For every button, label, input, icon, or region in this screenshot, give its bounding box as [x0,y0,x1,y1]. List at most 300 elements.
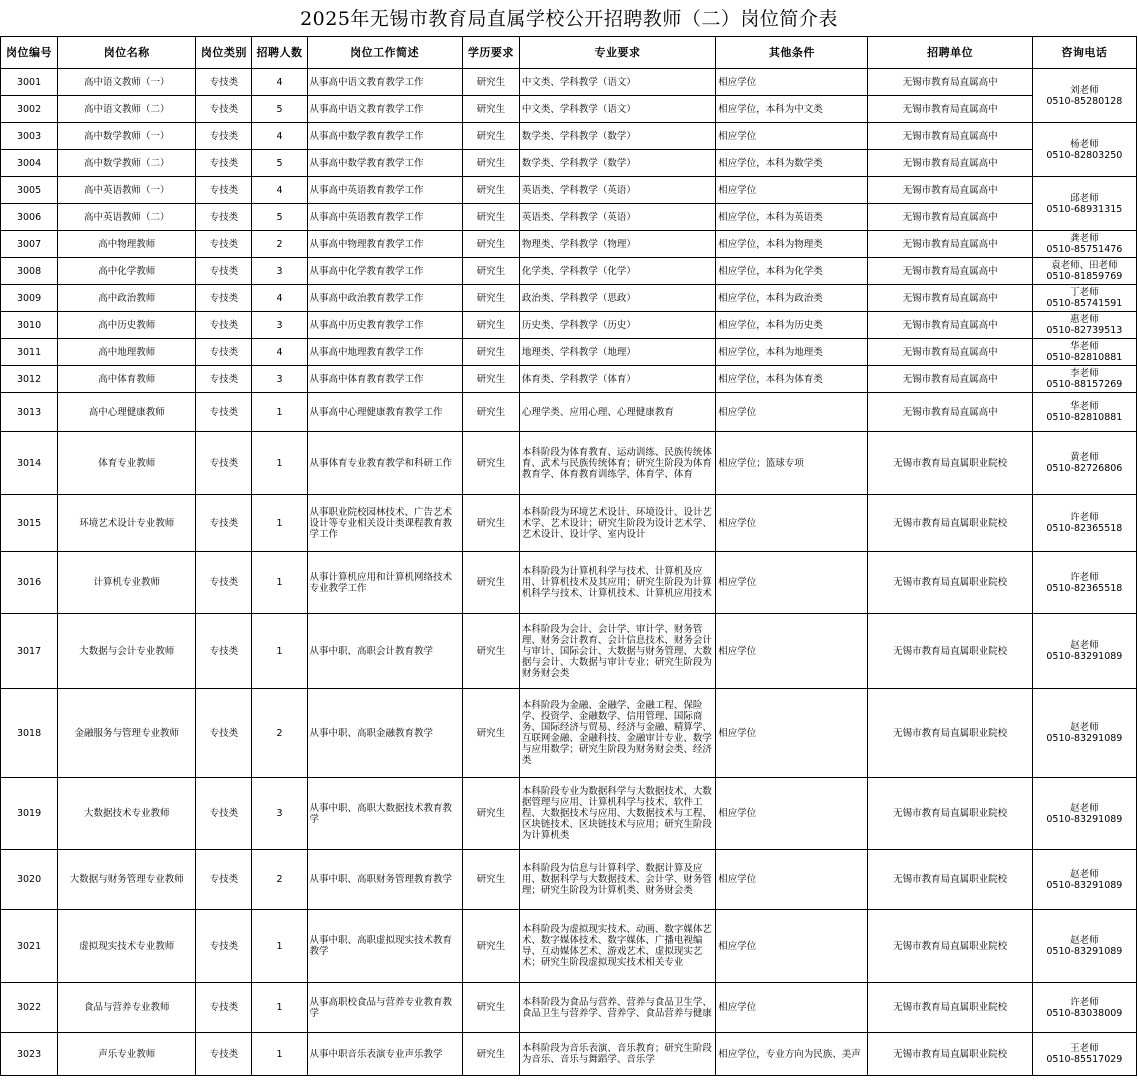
table-row [1,177,1137,204]
table-row [1,258,1137,285]
cell-category: 专技类 [196,366,252,393]
cell-unit: 无锡市教育局直属高中 [868,150,1032,177]
table-row [1,69,1137,96]
cell-id: 3013 [1,393,58,432]
table-row [1,778,1137,850]
cell-major: 英语类、学科教学（英语） [519,204,715,231]
cell-major: 数学类、学科教学（数学） [519,123,715,150]
cell-major: 中文类、学科教学（语文） [519,69,715,96]
contact-phone: 0510-83038009 [1046,1007,1123,1019]
cell-category: 专技类 [196,1033,252,1076]
cell-category: 专技类 [196,495,252,552]
contact-phone: 0510-83291089 [1046,733,1123,744]
cell-contact [1032,983,1136,1033]
cell-description: 从事高中数学教育教学工作 [307,150,462,177]
cell-contact [1032,495,1136,552]
cell-unit: 无锡市教育局直属高中 [868,258,1032,285]
cell-category: 专技类 [196,850,252,910]
cell-other: 相应学位 [716,552,868,614]
cell-unit: 无锡市教育局直属高中 [868,204,1032,231]
cell-count: 3 [252,312,307,339]
contact-phone: 0510-83291089 [1046,879,1123,891]
cell-id: 3004 [1,150,58,177]
cell-major: 体育类、学科教学（体育） [519,366,715,393]
cell-id: 3017 [1,614,58,689]
table-row [1,204,1137,231]
cell-major: 英语类、学科教学（英语） [519,177,715,204]
cell-description: 从事高中语文教育教学工作 [307,69,462,96]
cell-contact [1032,231,1136,258]
contact-name: 龚老师 [1070,233,1099,244]
cell-other: 相应学位 [716,393,868,432]
cell-education: 研究生 [462,393,519,432]
cell-contact [1032,910,1136,983]
cell-category: 专技类 [196,689,252,778]
table-row [1,96,1137,123]
contact-phone: 0510-82739513 [1046,325,1123,336]
cell-description: 从事中职、高职虚拟现实技术教育教学 [307,910,462,983]
cell-name: 金融服务与管理专业教师 [58,689,196,778]
cell-major: 本科阶段为信息与计算科学、数据计算及应用、数据科学与大数据技术、会计学、财务管理；研究生阶段为计算机类、财务财会类 [519,850,715,910]
cell-count: 4 [252,69,307,96]
cell-unit: 无锡市教育局直属职业院校 [868,1033,1032,1076]
cell-name: 高中物理教师 [58,231,196,258]
contact-name: 赵老师 [1070,935,1099,946]
cell-id: 3014 [1,432,58,495]
cell-name: 计算机专业教师 [58,552,196,614]
cell-education: 研究生 [462,1033,519,1076]
cell-other: 相应学位；篮球专项 [716,432,868,495]
cell-unit: 无锡市教育局直属职业院校 [868,432,1032,495]
contact-name: 邱老师 [1070,192,1099,204]
cell-count: 1 [252,495,307,552]
cell-description: 从事计算机应用和计算机网络技术专业教学工作 [307,552,462,614]
cell-count: 5 [252,150,307,177]
cell-category: 专技类 [196,312,252,339]
cell-other: 相应学位 [716,778,868,850]
cell-category: 专技类 [196,285,252,312]
contact-name: 许老师 [1070,512,1099,523]
cell-other: 相应学位 [716,689,868,778]
cell-count: 2 [252,689,307,778]
cell-count: 4 [252,177,307,204]
table-row [1,339,1137,366]
cell-education: 研究生 [462,150,519,177]
cell-id: 3011 [1,339,58,366]
cell-id: 3019 [1,778,58,850]
contact-name: 赵老师 [1070,868,1099,880]
cell-major: 物理类、学科教学（物理） [519,231,715,258]
cell-category: 专技类 [196,96,252,123]
cell-name: 高中体育教师 [58,366,196,393]
table-row [1,393,1137,432]
cell-other: 相应学位 [716,983,868,1033]
cell-education: 研究生 [462,231,519,258]
table-row [1,552,1137,614]
contact-name: 黄老师 [1070,452,1099,463]
cell-other: 相应学位，本科为政治类 [716,285,868,312]
cell-other: 相应学位，专业方向为民族、美声 [716,1033,868,1076]
cell-count: 1 [252,393,307,432]
cell-major: 本科阶段为计算机科学与技术、计算机及应用、计算机技术及其应用；研究生阶段为计算机科学与技术、计算机技术、计算机应用技术 [519,552,715,614]
contact-phone: 0510-82810881 [1046,352,1123,363]
cell-contact [1032,258,1136,285]
cell-count: 4 [252,285,307,312]
cell-contact [1032,432,1136,495]
cell-description: 从事中职、高职金融教育教学 [307,689,462,778]
cell-description: 从事高中数学教育教学工作 [307,123,462,150]
cell-id: 3021 [1,910,58,983]
cell-count: 1 [252,983,307,1033]
header-row [1,37,1137,69]
cell-major: 地理类、学科教学（地理） [519,339,715,366]
cell-unit: 无锡市教育局直属职业院校 [868,983,1032,1033]
cell-contact [1032,552,1136,614]
cell-major: 本科阶段为体育教育、运动训练、民族传统体育、武术与民族传统体育；研究生阶段为体育教育学、体育教育训练学、体育学、体育 [519,432,715,495]
contact-phone: 0510-85280128 [1046,95,1123,107]
cell-name: 环境艺术设计专业教师 [58,495,196,552]
cell-id: 3023 [1,1033,58,1076]
cell-unit: 无锡市教育局直属高中 [868,312,1032,339]
contact-phone: 0510-85517029 [1046,1054,1123,1065]
cell-unit: 无锡市教育局直属职业院校 [868,495,1032,552]
cell-education: 研究生 [462,552,519,614]
cell-education: 研究生 [462,983,519,1033]
cell-major: 本科阶段专业为数据科学与大数据技术、大数据管理与应用、计算机科学与技术、软件工程、大数据技术与应用、大数据技术与工程、区块链技术、区块链技术与应用；研究生阶段为计算机类 [519,778,715,850]
cell-name: 高中化学教师 [58,258,196,285]
header-phone: 咨询电话 [1032,37,1136,69]
cell-count: 2 [252,850,307,910]
cell-contact [1032,123,1136,177]
cell-unit: 无锡市教育局直属高中 [868,177,1032,204]
cell-major: 中文类、学科教学（语文） [519,96,715,123]
cell-id: 3002 [1,96,58,123]
cell-unit: 无锡市教育局直属职业院校 [868,850,1032,910]
contact-phone: 0510-82365518 [1046,523,1123,534]
table-row [1,231,1137,258]
cell-education: 研究生 [462,366,519,393]
cell-category: 专技类 [196,123,252,150]
cell-contact [1032,177,1136,231]
cell-major: 政治类、学科教学（思政） [519,285,715,312]
cell-name: 大数据技术专业教师 [58,778,196,850]
table-row [1,366,1137,393]
cell-name: 虚拟现实技术专业教师 [58,910,196,983]
contact-name: 许老师 [1070,996,1099,1008]
cell-name: 体育专业教师 [58,432,196,495]
contact-name: 华老师 [1070,341,1099,352]
contact-phone: 0510-88157269 [1046,379,1123,390]
cell-description: 从事中职、高职大数据技术教育教学 [307,778,462,850]
cell-description: 从事职业院校园林技术、广告艺术设计等专业相关设计类课程教育教学工作 [307,495,462,552]
cell-education: 研究生 [462,432,519,495]
cell-category: 专技类 [196,177,252,204]
cell-description: 从事中职音乐表演专业声乐教学 [307,1033,462,1076]
contact-phone: 0510-85741591 [1046,298,1123,309]
table-row [1,983,1137,1033]
cell-description: 从事高职校食品与营养专业教育教学 [307,983,462,1033]
cell-unit: 无锡市教育局直属职业院校 [868,552,1032,614]
cell-unit: 无锡市教育局直属职业院校 [868,689,1032,778]
cell-count: 4 [252,123,307,150]
table-row [1,910,1137,983]
cell-count: 5 [252,204,307,231]
contact-phone: 0510-82726806 [1046,463,1123,474]
cell-education: 研究生 [462,312,519,339]
header-description: 岗位工作简述 [307,37,462,69]
cell-name: 大数据与会计专业教师 [58,614,196,689]
cell-unit: 无锡市教育局直属职业院校 [868,614,1032,689]
contact-name: 刘老师 [1070,84,1099,96]
contact-name: 李老师 [1070,368,1099,379]
table-row [1,312,1137,339]
table-body [1,69,1137,1076]
cell-count: 5 [252,96,307,123]
header-unit: 招聘单位 [868,37,1032,69]
cell-id: 3022 [1,983,58,1033]
cell-other: 相应学位 [716,910,868,983]
cell-other: 相应学位，本科为物理类 [716,231,868,258]
contact-name: 赵老师 [1070,640,1099,651]
cell-description: 从事高中地理教育教学工作 [307,339,462,366]
contact-phone: 0510-81859769 [1046,271,1123,282]
cell-unit: 无锡市教育局直属高中 [868,339,1032,366]
cell-count: 1 [252,910,307,983]
cell-major: 本科阶段为虚拟现实技术、动画、数字媒体艺术、数字媒体技术、数字媒体、广播电视编导、互动媒体艺术、游戏艺术、虚拟现实艺术；研究生阶段虚拟现实技术相关专业 [519,910,715,983]
cell-description: 从事体育专业教育教学和科研工作 [307,432,462,495]
cell-id: 3018 [1,689,58,778]
table-row [1,123,1137,150]
cell-description: 从事高中体育教育教学工作 [307,366,462,393]
header-count: 招聘人数 [252,37,307,69]
cell-unit: 无锡市教育局直属高中 [868,69,1032,96]
cell-name: 高中数学教师（二） [58,150,196,177]
cell-category: 专技类 [196,231,252,258]
header-id: 岗位编号 [1,37,58,69]
cell-education: 研究生 [462,850,519,910]
cell-description: 从事高中英语教育教学工作 [307,204,462,231]
table-row [1,689,1137,778]
cell-category: 专技类 [196,778,252,850]
cell-education: 研究生 [462,285,519,312]
cell-contact [1032,614,1136,689]
cell-education: 研究生 [462,258,519,285]
cell-description: 从事高中心理健康教育教学工作 [307,393,462,432]
cell-count: 1 [252,1033,307,1076]
cell-category: 专技类 [196,983,252,1033]
cell-contact [1032,689,1136,778]
cell-id: 3020 [1,850,58,910]
cell-education: 研究生 [462,177,519,204]
cell-count: 3 [252,778,307,850]
contact-phone: 0510-82803250 [1046,149,1123,161]
table-row [1,850,1137,910]
cell-education: 研究生 [462,204,519,231]
cell-other: 相应学位 [716,495,868,552]
cell-contact [1032,778,1136,850]
contact-phone: 0510-83291089 [1046,651,1123,662]
contact-name: 丁老师 [1070,287,1099,298]
cell-category: 专技类 [196,339,252,366]
cell-description: 从事中职、高职财务管理教育教学 [307,850,462,910]
cell-id: 3005 [1,177,58,204]
cell-category: 专技类 [196,150,252,177]
cell-count: 3 [252,258,307,285]
cell-unit: 无锡市教育局直属高中 [868,96,1032,123]
cell-other: 相应学位，本科为历史类 [716,312,868,339]
cell-major: 本科阶段为环境艺术设计、环境设计、设计艺术学、艺术设计；研究生阶段为设计艺术学、艺术设计、设计学、室内设计 [519,495,715,552]
contact-phone: 0510-85751476 [1046,244,1123,255]
cell-name: 高中语文教师（一） [58,69,196,96]
cell-description: 从事高中物理教育教学工作 [307,231,462,258]
table-row [1,495,1137,552]
cell-education: 研究生 [462,614,519,689]
cell-other: 相应学位 [716,69,868,96]
cell-name: 高中心理健康教师 [58,393,196,432]
cell-education: 研究生 [462,778,519,850]
cell-other: 相应学位 [716,614,868,689]
cell-category: 专技类 [196,69,252,96]
cell-count: 4 [252,339,307,366]
cell-name: 高中英语教师（一） [58,177,196,204]
cell-name: 大数据与财务管理专业教师 [58,850,196,910]
cell-other: 相应学位，本科为化学类 [716,258,868,285]
cell-category: 专技类 [196,204,252,231]
cell-other: 相应学位，本科为英语类 [716,204,868,231]
cell-contact [1032,850,1136,910]
cell-id: 3001 [1,69,58,96]
cell-major: 历史类、学科教学（历史） [519,312,715,339]
contact-name: 赵老师 [1070,722,1099,733]
cell-major: 心理学类、应用心理、心理健康教育 [519,393,715,432]
cell-major: 本科阶段为音乐表演、音乐教育；研究生阶段为音乐、音乐与舞蹈学、音乐学 [519,1033,715,1076]
contact-name: 袁老师、田老师 [1051,260,1118,271]
cell-education: 研究生 [462,123,519,150]
contact-phone: 0510-83291089 [1046,813,1123,825]
cell-id: 3008 [1,258,58,285]
cell-contact [1032,339,1136,366]
header-other: 其他条件 [716,37,868,69]
cell-count: 1 [252,432,307,495]
cell-name: 高中英语教师（二） [58,204,196,231]
cell-category: 专技类 [196,393,252,432]
contact-name: 王老师 [1070,1043,1099,1054]
cell-education: 研究生 [462,96,519,123]
cell-education: 研究生 [462,689,519,778]
cell-other: 相应学位，本科为数学类 [716,150,868,177]
cell-category: 专技类 [196,552,252,614]
cell-major: 本科阶段为金融、金融学、金融工程、保险学、投资学、金融数学、信用管理、国际商务、国际经济与贸易、经济与金融、精算学、互联网金融、金融科技、金融审计专业、数学与应用数学；研究生阶段为财务财会类、经济类 [519,689,715,778]
cell-education: 研究生 [462,495,519,552]
cell-education: 研究生 [462,339,519,366]
cell-other: 相应学位，本科为地理类 [716,339,868,366]
contact-name: 杨老师 [1070,138,1099,150]
cell-education: 研究生 [462,910,519,983]
table-row [1,432,1137,495]
contact-name: 许老师 [1070,571,1099,583]
cell-description: 从事高中历史教育教学工作 [307,312,462,339]
cell-id: 3006 [1,204,58,231]
cell-unit: 无锡市教育局直属职业院校 [868,910,1032,983]
cell-category: 专技类 [196,910,252,983]
cell-major: 数学类、学科教学（数学） [519,150,715,177]
positions-table [0,36,1137,1076]
header-category: 岗位类别 [196,37,252,69]
cell-major: 本科阶段为会计、会计学、审计学、财务管理、财务会计教育、会计信息技术、财务会计与审计、国际会计、大数据与财务管理、大数据与会计、大数据与审计专业；研究生阶段为财务财会类 [519,614,715,689]
cell-count: 2 [252,231,307,258]
cell-contact [1032,285,1136,312]
contact-name: 惠老师 [1070,314,1099,325]
contact-phone: 0510-68931315 [1046,203,1123,215]
cell-name: 高中历史教师 [58,312,196,339]
cell-unit: 无锡市教育局直属高中 [868,366,1032,393]
cell-contact [1032,312,1136,339]
cell-name: 高中语文教师（二） [58,96,196,123]
cell-contact [1032,69,1136,123]
cell-other: 相应学位，本科为中文类 [716,96,868,123]
cell-id: 3009 [1,285,58,312]
cell-education: 研究生 [462,69,519,96]
cell-major: 本科阶段为食品与营养、营养与食品卫生学、食品卫生与营养学、营养学、食品营养与健康 [519,983,715,1033]
table-row [1,1033,1137,1076]
cell-id: 3003 [1,123,58,150]
header-major: 专业要求 [519,37,715,69]
cell-name: 高中政治教师 [58,285,196,312]
cell-contact [1032,366,1136,393]
cell-unit: 无锡市教育局直属高中 [868,123,1032,150]
cell-name: 食品与营养专业教师 [58,983,196,1033]
cell-contact [1032,1033,1136,1076]
contact-name: 华老师 [1070,401,1099,412]
table-row [1,614,1137,689]
cell-contact [1032,393,1136,432]
cell-unit: 无锡市教育局直属高中 [868,393,1032,432]
cell-name: 声乐专业教师 [58,1033,196,1076]
contact-phone: 0510-82365518 [1046,582,1123,594]
contact-phone: 0510-82810881 [1046,412,1123,423]
cell-name: 高中地理教师 [58,339,196,366]
cell-id: 3016 [1,552,58,614]
cell-id: 3012 [1,366,58,393]
cell-description: 从事中职、高职会计教育教学 [307,614,462,689]
cell-unit: 无锡市教育局直属高中 [868,231,1032,258]
contact-name: 赵老师 [1070,802,1099,814]
page-title: 2025年无锡市教育局直属学校公开招聘教师（二）岗位简介表 [300,8,838,30]
cell-category: 专技类 [196,258,252,285]
cell-count: 3 [252,366,307,393]
cell-count: 1 [252,552,307,614]
cell-other: 相应学位 [716,123,868,150]
cell-id: 3010 [1,312,58,339]
cell-description: 从事高中英语教育教学工作 [307,177,462,204]
cell-other: 相应学位，本科为体育类 [716,366,868,393]
contact-phone: 0510-83291089 [1046,946,1123,957]
cell-category: 专技类 [196,432,252,495]
header-education: 学历要求 [462,37,519,69]
cell-id: 3007 [1,231,58,258]
cell-description: 从事高中政治教育教学工作 [307,285,462,312]
cell-description: 从事高中化学教育教学工作 [307,258,462,285]
cell-unit: 无锡市教育局直属高中 [868,285,1032,312]
cell-category: 专技类 [196,614,252,689]
cell-id: 3015 [1,495,58,552]
cell-description: 从事高中语文教育教学工作 [307,96,462,123]
header-name: 岗位名称 [58,37,196,69]
cell-unit: 无锡市教育局直属职业院校 [868,778,1032,850]
cell-other: 相应学位 [716,177,868,204]
table-row [1,285,1137,312]
cell-count: 1 [252,614,307,689]
